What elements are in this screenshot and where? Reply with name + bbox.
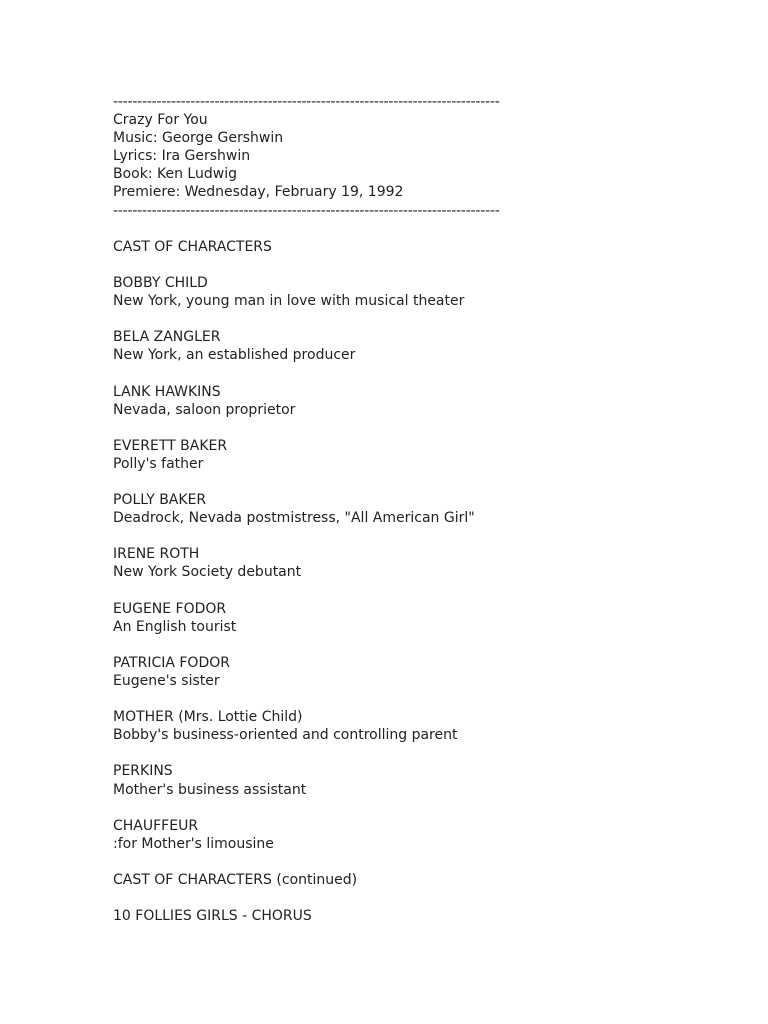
book-credit: Book: Ken Ludwig xyxy=(113,166,237,183)
blank-line xyxy=(113,256,753,274)
character-description: New York Society debutant xyxy=(113,564,302,581)
blank-line xyxy=(113,582,753,600)
lyrics-credit: Lyrics: Ira Gershwin xyxy=(113,148,251,165)
character-description: Eugene's sister xyxy=(113,673,220,689)
character-name: MOTHER (Mrs. Lottie Child) xyxy=(113,709,303,726)
blank-line xyxy=(113,310,753,328)
character-name: BELA ZANGLER xyxy=(113,329,221,346)
character-name: LANK HAWKINS xyxy=(113,383,221,400)
character-description: Bobby's business-oriented and controlling parent xyxy=(113,727,458,744)
character-name: POLLY BAKER xyxy=(113,492,207,509)
blank-line xyxy=(113,527,753,545)
character-description: New York, young man in love with musical theater xyxy=(113,293,465,310)
premiere-date: Premiere: Wednesday, February 19, 1992 xyxy=(113,184,404,201)
blank-line xyxy=(113,419,753,437)
blank-line xyxy=(113,690,753,708)
character-description: Mother's business assistant xyxy=(113,781,307,798)
blank-line xyxy=(113,744,753,762)
blank-line xyxy=(113,220,753,238)
character-description: An English tourist xyxy=(113,618,237,635)
music-credit: Music: George Gershwin xyxy=(113,130,284,147)
character-name: EVERETT BAKER xyxy=(113,437,228,454)
document-page xyxy=(113,93,753,925)
cast-heading: CAST OF CHARACTERS xyxy=(113,238,272,255)
character-description: :for Mother's limousine xyxy=(113,835,274,852)
character-name: BOBBY CHILD xyxy=(113,274,208,291)
character-description: New York, an established producer xyxy=(113,347,356,364)
character-description: Deadrock, Nevada postmistress, "All American Girl" xyxy=(113,510,475,527)
character-name: PERKINS xyxy=(113,763,173,780)
blank-line xyxy=(113,636,753,654)
character-name: IRENE ROTH xyxy=(113,546,200,563)
header-rule-bottom: -------------------------------------------------------------------------------- xyxy=(113,202,500,219)
blank-line xyxy=(113,889,753,907)
show-title: Crazy For You xyxy=(113,112,208,129)
header-rule-top: -------------------------------------------------------------------------------- xyxy=(113,94,500,110)
cast-continued-heading: CAST OF CHARACTERS (continued) xyxy=(113,872,358,889)
character-name: CHAUFFEUR xyxy=(113,817,199,834)
blank-line xyxy=(113,473,753,491)
blank-line xyxy=(113,364,753,382)
character-description: Nevada, saloon proprietor xyxy=(113,401,296,418)
character-description: Polly's father xyxy=(113,455,204,472)
chorus-line: 10 FOLLIES GIRLS - CHORUS xyxy=(113,908,312,925)
character-name: EUGENE FODOR xyxy=(113,600,227,617)
character-name: PATRICIA FODOR xyxy=(113,654,230,671)
blank-line xyxy=(113,799,753,817)
blank-line xyxy=(113,853,753,871)
